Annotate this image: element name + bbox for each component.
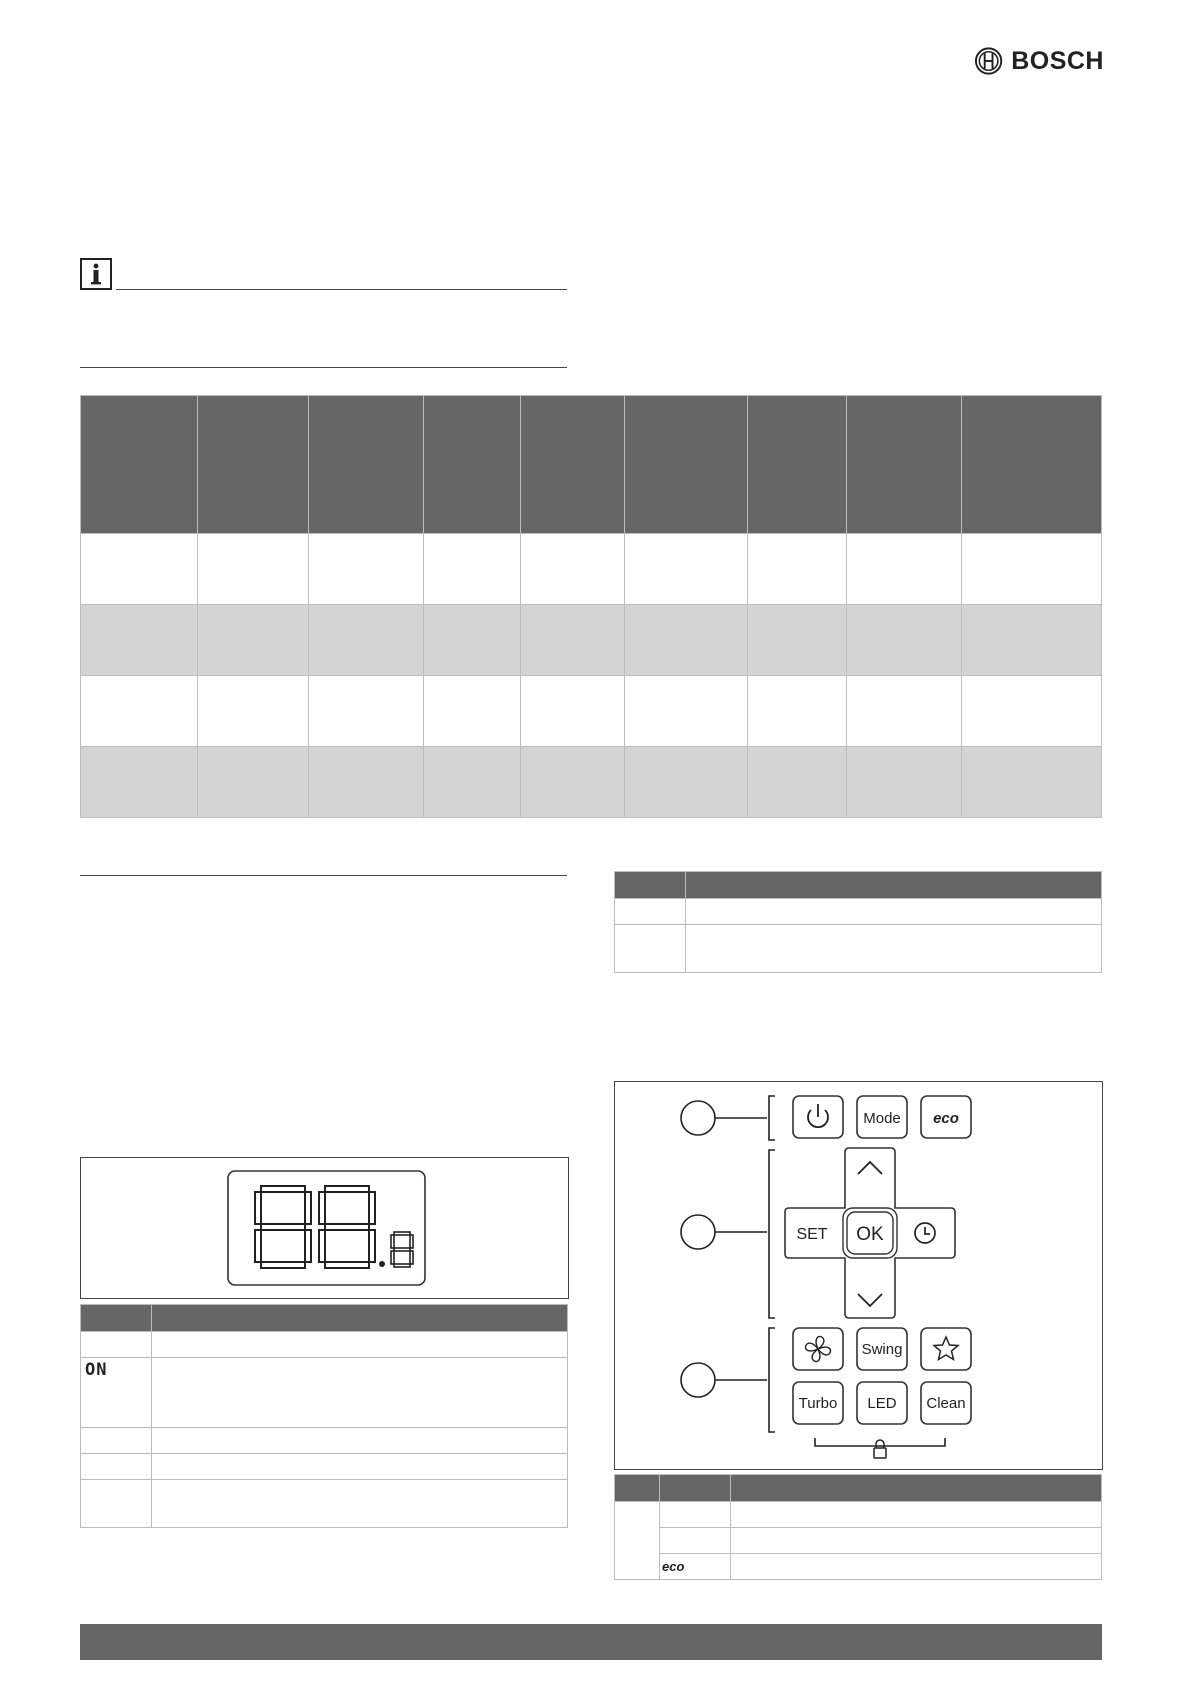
table-header-cell <box>847 396 962 534</box>
table-row <box>615 925 1102 973</box>
table-row <box>81 676 1102 747</box>
on-symbol: ON <box>85 1360 108 1380</box>
svg-text:Turbo: Turbo <box>798 1395 838 1412</box>
remote-panel <box>615 1082 1102 1469</box>
table-header-cell <box>748 396 847 534</box>
table-header-cell <box>424 396 521 534</box>
display-figure <box>80 1157 569 1299</box>
table-row <box>81 1480 568 1528</box>
table-row <box>81 534 1102 605</box>
info-icon <box>80 258 112 290</box>
lock-icon <box>874 1440 886 1458</box>
callout-2 <box>681 1215 715 1249</box>
table-row <box>615 899 1102 925</box>
set-button[interactable] <box>796 1226 827 1243</box>
svg-text:OK: OK <box>856 1224 884 1245</box>
table-header-cell <box>521 396 625 534</box>
svg-text:LED: LED <box>867 1395 897 1412</box>
table-row <box>81 1332 568 1358</box>
mode-button[interactable] <box>857 1096 907 1138</box>
bosch-armature-icon <box>974 46 1003 76</box>
led-button[interactable] <box>857 1382 907 1424</box>
svg-text:Mode: Mode <box>863 1110 901 1127</box>
table-row <box>81 1428 568 1454</box>
svg-text:eco: eco <box>933 1110 959 1127</box>
key-table-bottom <box>614 1474 1102 1580</box>
svg-text:Swing: Swing <box>861 1341 903 1358</box>
fan-button[interactable] <box>793 1328 843 1370</box>
table-row <box>81 747 1102 818</box>
svg-text:Clean: Clean <box>926 1395 966 1412</box>
svg-text:SET: SET <box>796 1226 828 1243</box>
table-header-cell <box>198 396 309 534</box>
table-header-cell <box>309 396 424 534</box>
table-row <box>615 1528 1102 1554</box>
callout-3 <box>681 1363 715 1397</box>
table-row <box>615 1502 1102 1528</box>
table-header-cell <box>962 396 1102 534</box>
clean-button[interactable] <box>921 1382 971 1424</box>
eco-symbol: eco <box>662 1558 685 1574</box>
remote-figure <box>614 1081 1103 1470</box>
table-header-row <box>81 396 1102 534</box>
favorite-button[interactable] <box>921 1328 971 1370</box>
swing-button[interactable] <box>857 1328 907 1370</box>
table-header-row <box>615 872 1102 899</box>
table-header-row <box>81 1305 568 1332</box>
table-header-cell <box>81 396 198 534</box>
bosch-logo <box>974 44 1104 78</box>
table-header-cell <box>625 396 748 534</box>
note-bottom-rule <box>80 367 567 368</box>
power-button[interactable] <box>793 1096 843 1138</box>
turbo-button[interactable] <box>793 1382 843 1424</box>
key-table-top <box>614 871 1102 973</box>
callout-1 <box>681 1101 715 1135</box>
table-row <box>81 1358 568 1428</box>
decimal-point <box>379 1261 385 1267</box>
status-table <box>80 1304 568 1528</box>
section-rule <box>80 875 567 876</box>
table-row <box>615 1554 1102 1580</box>
footer-bar <box>80 1624 1102 1660</box>
eco-button[interactable] <box>921 1096 971 1138</box>
mode-table <box>80 395 1102 818</box>
brand-name: BOSCH <box>1011 46 1104 75</box>
ok-button[interactable] <box>843 1208 897 1258</box>
table-row <box>81 605 1102 676</box>
lcd-display <box>81 1158 568 1298</box>
note-top-rule <box>116 289 567 290</box>
table-header-row <box>615 1475 1102 1502</box>
table-row <box>81 1454 568 1480</box>
